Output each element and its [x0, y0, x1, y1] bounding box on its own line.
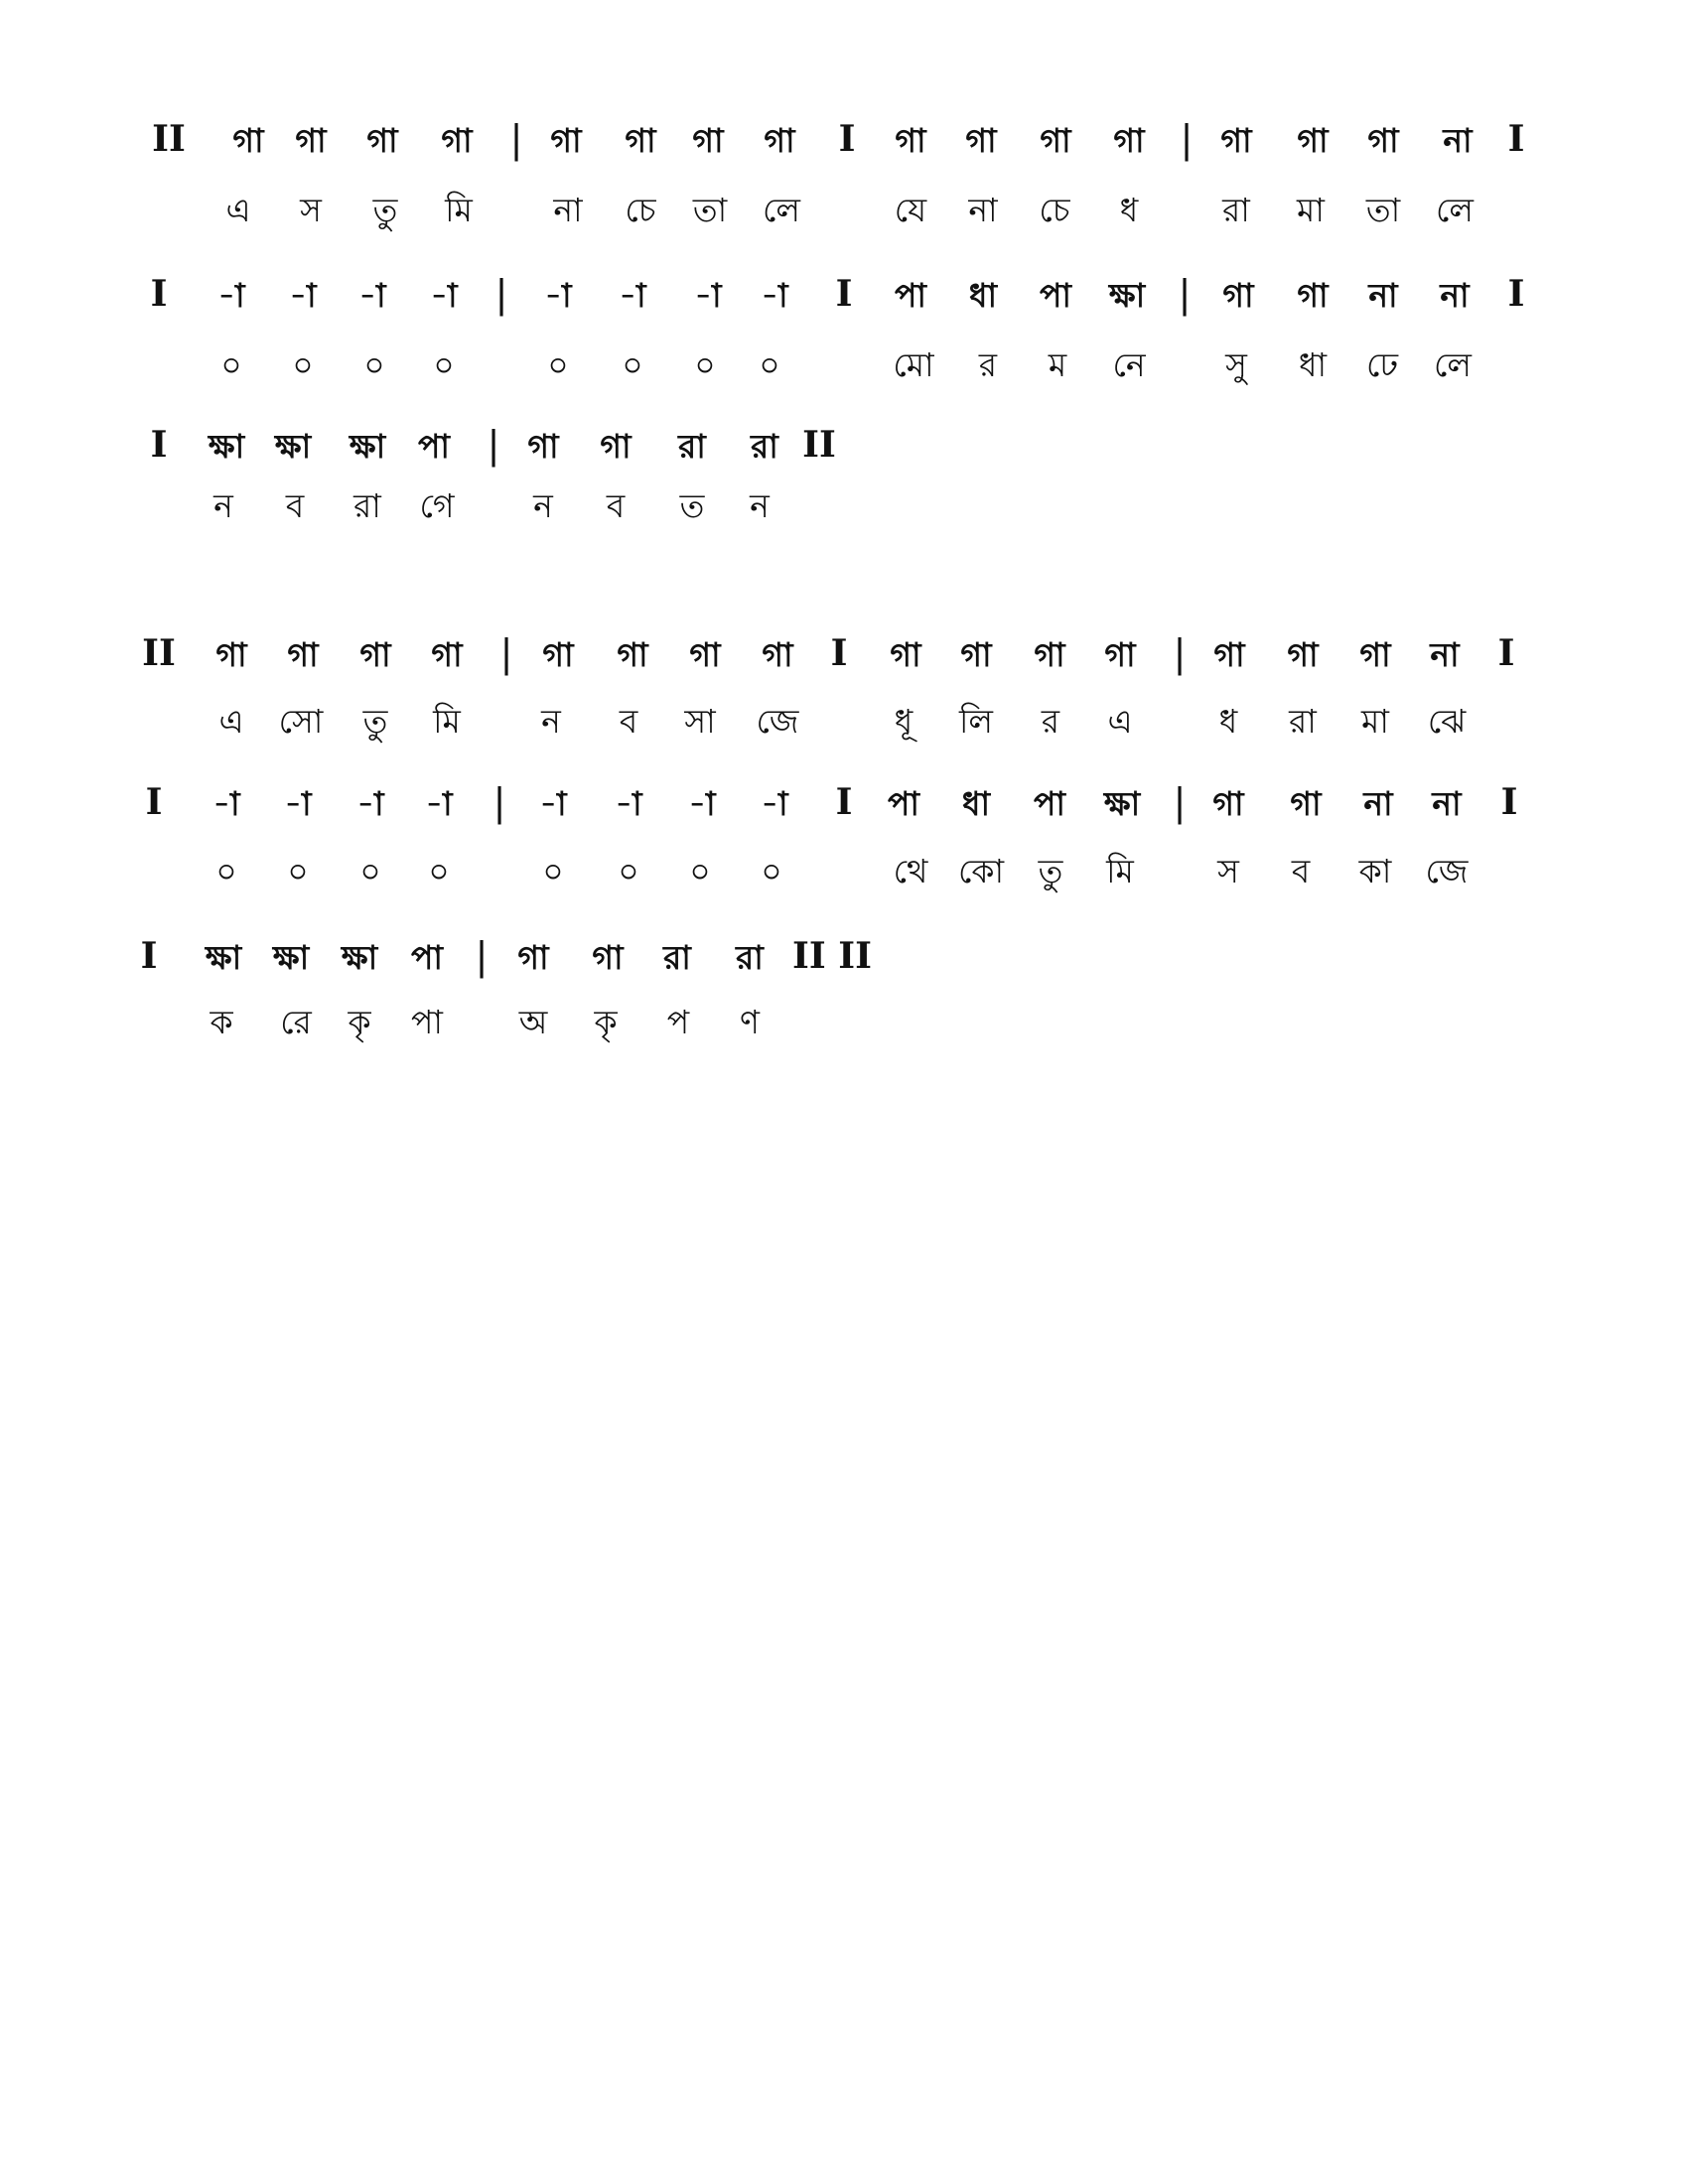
note: -া [425, 784, 453, 823]
lyric-syllable: পা [411, 1003, 443, 1041]
lyric-syllable: সো [278, 702, 324, 741]
lyric-syllable: মা [1297, 191, 1325, 229]
lyric-syllable: ন [533, 486, 553, 525]
lyric-line [0, 993, 1688, 1052]
barline: I [835, 273, 853, 315]
note: গা [1040, 121, 1071, 160]
lyric-syllable: গে [419, 486, 455, 525]
note: -া [358, 276, 386, 315]
note: পা [411, 938, 443, 977]
lyric-syllable: র [978, 345, 998, 384]
lyric-syllable: প [666, 1003, 690, 1041]
lyric-syllable: তা [1365, 191, 1401, 229]
beat-divider: | [1173, 631, 1187, 675]
lyric-syllable: ন [213, 486, 233, 525]
note: না [1443, 121, 1473, 160]
lyric-syllable: এ [1107, 702, 1133, 741]
lyric-syllable: মি [433, 702, 461, 741]
note: গা [295, 121, 327, 160]
lyric-syllable: ০ [547, 345, 569, 384]
note: গা [692, 121, 724, 160]
note: গা [1297, 276, 1329, 315]
lyric-syllable: ন [750, 486, 770, 525]
lyric-syllable: ০ [622, 345, 643, 384]
note: ক্ষা [274, 427, 312, 466]
note: গা [762, 635, 793, 674]
note: রা [663, 938, 691, 977]
lyric-syllable: ০ [618, 852, 639, 890]
lyric-syllable: লি [958, 702, 994, 741]
lyric-syllable: ধ [1119, 191, 1139, 229]
lyric-syllable: সু [1225, 345, 1247, 384]
beat-divider: | [1178, 272, 1192, 316]
beat-divider: | [492, 780, 506, 824]
note: -া [694, 276, 722, 315]
double-barline: II II [792, 935, 872, 977]
lyric-syllable: লে [763, 191, 800, 229]
lyric-syllable: রা [1289, 702, 1317, 741]
note: -া [284, 784, 312, 823]
lyric-syllable: কৃ [348, 1003, 371, 1041]
barline: I [150, 273, 168, 315]
lyric-syllable: ০ [363, 345, 385, 384]
note: পা [418, 427, 450, 466]
lyric-line [0, 336, 1688, 395]
lyric-syllable: রা [353, 486, 381, 525]
beat-divider: | [475, 934, 489, 978]
lyric-syllable: ণ [740, 1003, 760, 1041]
lyric-syllable: ক [210, 1003, 233, 1041]
double-barline: II [802, 424, 836, 466]
note: -া [761, 276, 788, 315]
lyric-syllable: লে [1436, 191, 1474, 229]
notation-line [0, 417, 1688, 477]
note: ক্ষা [208, 427, 245, 466]
lyric-syllable: লে [1434, 345, 1472, 384]
note: -া [615, 784, 642, 823]
barline: I [1507, 118, 1525, 160]
note: গা [965, 121, 997, 160]
note: গা [1367, 121, 1399, 160]
note: পা [888, 784, 919, 823]
lyric-syllable: কা [1358, 852, 1392, 890]
lyric-syllable: জে [756, 702, 799, 741]
lyric-syllable: রে [280, 1003, 312, 1041]
notation-line [0, 266, 1688, 326]
lyric-syllable: ০ [292, 345, 314, 384]
note: ক্ষা [341, 938, 378, 977]
barline: I [830, 632, 848, 674]
lyric-syllable: এ [218, 702, 244, 741]
lyric-syllable: ব [606, 486, 626, 525]
lyric-syllable: ০ [694, 345, 716, 384]
note: গা [359, 635, 391, 674]
note: গা [550, 121, 582, 160]
barline: I [145, 781, 163, 823]
note: ক্ষা [205, 938, 242, 977]
notation-line [0, 625, 1688, 685]
lyric-syllable: ০ [428, 852, 450, 890]
lyric-syllable: ধা [1298, 345, 1328, 384]
note: না [1430, 635, 1460, 674]
beat-divider: | [487, 423, 500, 467]
note: গা [215, 635, 247, 674]
note: ধা [968, 276, 998, 315]
lyric-syllable: মা [1361, 702, 1389, 741]
note: রা [736, 938, 764, 977]
lyric-syllable: অ [518, 1003, 548, 1041]
lyric-syllable: ০ [215, 852, 237, 890]
lyric-syllable: এ [225, 191, 251, 229]
note: গা [1287, 635, 1319, 674]
note: ক্ষা [272, 938, 310, 977]
lyric-syllable: র [1041, 702, 1060, 741]
note: গা [1290, 784, 1322, 823]
note: গা [527, 427, 559, 466]
note: পা [1040, 276, 1071, 315]
lyric-syllable: ত [679, 486, 705, 525]
note: গা [232, 121, 264, 160]
lyric-syllable: ঝে [1427, 702, 1467, 741]
lyric-line [0, 842, 1688, 901]
barline: I [1507, 273, 1525, 315]
lyric-syllable: মো [893, 345, 934, 384]
double-barline: II [152, 118, 186, 160]
lyric-syllable: ম [1048, 345, 1067, 384]
lyric-line [0, 692, 1688, 751]
note: -া [761, 784, 788, 823]
note: না [1363, 784, 1393, 823]
note: গা [1104, 635, 1136, 674]
notation-line [0, 774, 1688, 834]
note: গা [592, 938, 624, 977]
note: গা [366, 121, 398, 160]
note: পা [895, 276, 926, 315]
lyric-syllable: ০ [542, 852, 564, 890]
note: না [1368, 276, 1398, 315]
beat-divider: | [494, 272, 508, 316]
lyric-syllable: ধ [1218, 702, 1238, 741]
note: না [1440, 276, 1470, 315]
lyric-syllable: জে [1425, 852, 1469, 890]
lyric-syllable: স [300, 191, 322, 229]
lyric-syllable: ব [285, 486, 305, 525]
lyric-syllable: ০ [433, 345, 455, 384]
note: গা [689, 635, 721, 674]
lyric-syllable: স [1217, 852, 1239, 890]
note: না [1432, 784, 1462, 823]
lyric-syllable: ০ [759, 345, 780, 384]
note: গা [431, 635, 463, 674]
note: -া [539, 784, 567, 823]
note: গা [890, 635, 921, 674]
lyric-syllable: নে [1112, 345, 1146, 384]
double-barline: II [142, 632, 176, 674]
lyric-syllable: থে [893, 852, 928, 890]
beat-divider: | [1173, 780, 1187, 824]
note: -া [544, 276, 572, 315]
notation-line [0, 111, 1688, 171]
lyric-syllable: তু [1038, 852, 1063, 890]
note: গা [617, 635, 648, 674]
note: -া [430, 276, 458, 315]
barline: I [1497, 632, 1515, 674]
barline: I [838, 118, 856, 160]
note: গা [1034, 635, 1065, 674]
note: গা [1297, 121, 1329, 160]
lyric-syllable: ঢে [1365, 345, 1399, 384]
note: ক্ষা [1108, 276, 1146, 315]
note: -া [688, 784, 716, 823]
note: গা [1213, 635, 1245, 674]
notation-line [0, 928, 1688, 988]
lyric-syllable: না [968, 191, 998, 229]
lyric-syllable: ০ [287, 852, 309, 890]
beat-divider: | [509, 117, 523, 161]
lyric-syllable: মি [1106, 852, 1134, 890]
beat-divider: | [499, 631, 513, 675]
note: -া [217, 276, 245, 315]
note: গা [895, 121, 926, 160]
lyric-syllable: ব [1291, 852, 1311, 890]
note: গা [1113, 121, 1145, 160]
note: গা [287, 635, 319, 674]
lyric-syllable: চে [625, 191, 656, 229]
lyric-syllable: ০ [220, 345, 242, 384]
lyric-syllable: কৃ [594, 1003, 618, 1041]
note: -া [356, 784, 384, 823]
lyric-syllable: ০ [359, 852, 381, 890]
note: গা [625, 121, 656, 160]
lyric-syllable: চে [1039, 191, 1070, 229]
lyric-syllable: মি [445, 191, 473, 229]
note: রা [751, 427, 778, 466]
note: গা [517, 938, 549, 977]
note: গা [600, 427, 632, 466]
note: ক্ষা [1103, 784, 1141, 823]
lyric-syllable: ন [541, 702, 561, 741]
note: গা [1359, 635, 1391, 674]
lyric-syllable: রা [1222, 191, 1250, 229]
note: ধা [961, 784, 991, 823]
barline: I [1500, 781, 1518, 823]
lyric-syllable: তা [692, 191, 728, 229]
note: পা [1034, 784, 1065, 823]
note: গা [960, 635, 992, 674]
note: গা [441, 121, 473, 160]
lyric-syllable: ০ [761, 852, 782, 890]
lyric-syllable: সা [684, 702, 716, 741]
note: গা [1220, 121, 1252, 160]
barline: I [835, 781, 853, 823]
lyric-syllable: ০ [689, 852, 711, 890]
note: ক্ষা [349, 427, 386, 466]
lyric-syllable: যে [894, 191, 927, 229]
lyric-syllable: ধূ [894, 702, 914, 741]
barline: I [140, 935, 158, 977]
lyric-line [0, 477, 1688, 536]
lyric-syllable: না [553, 191, 583, 229]
note: -া [619, 276, 646, 315]
note: গা [764, 121, 795, 160]
lyric-line [0, 181, 1688, 240]
note: গা [1222, 276, 1254, 315]
note: গা [542, 635, 574, 674]
lyric-syllable: তু [372, 191, 398, 229]
lyric-syllable: কো [957, 852, 1005, 890]
note: -া [289, 276, 317, 315]
barline: I [150, 424, 168, 466]
note: রা [678, 427, 706, 466]
beat-divider: | [1180, 117, 1194, 161]
note: গা [1212, 784, 1244, 823]
lyric-syllable: ব [619, 702, 638, 741]
note: -া [212, 784, 240, 823]
lyric-syllable: তু [362, 702, 388, 741]
